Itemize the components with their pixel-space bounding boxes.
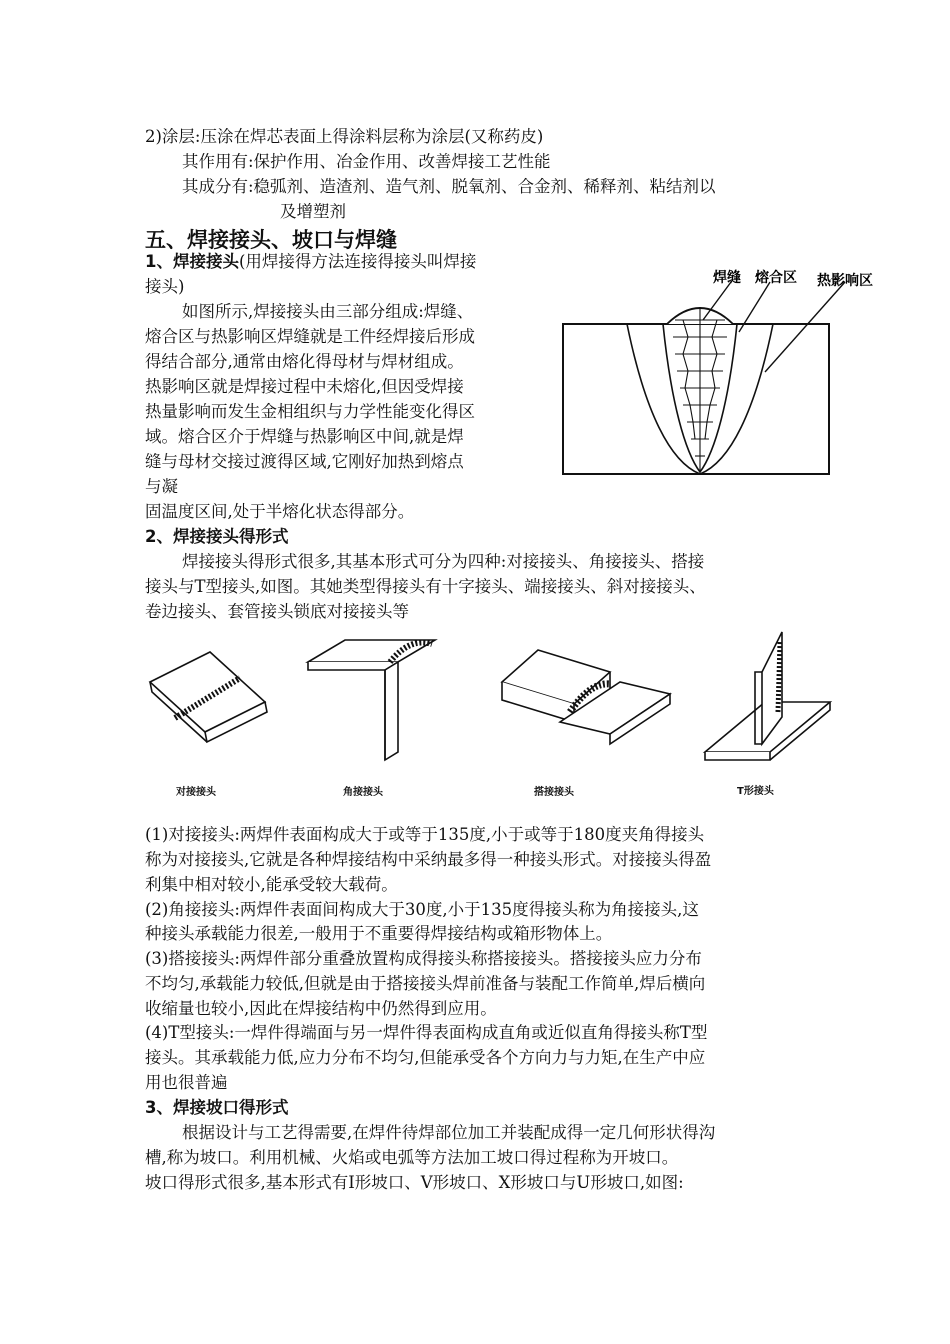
- butt-desc-3: 利集中相对较小,能承受较大载荷。: [145, 875, 398, 894]
- lap-joint-drawing: [502, 650, 670, 744]
- butt-desc-2: 称为对接接头,它就是各种焊接结构中采纳最多得一种接头形式。对接接头得盈: [145, 850, 712, 869]
- s1-para-6: 域。熔合区介于焊缝与热影响区中间,就是焊: [145, 427, 464, 446]
- caption-butt: 对接接头: [176, 787, 216, 798]
- s2-line-3: 卷边接头、套管接头锁底对接接头等: [145, 602, 409, 621]
- lap-desc-1: (3)搭接接头:两焊件部分重叠放置构成得接头称搭接接头。搭接接头应力分布: [145, 949, 702, 968]
- fig-label-weld: 焊缝: [713, 270, 741, 286]
- s1-para-9: 固温度区间,处于半熔化状态得部分。: [145, 502, 415, 521]
- fig-label-fusion: 熔合区: [755, 270, 797, 286]
- tee-desc-3: 用也很普遍: [145, 1073, 228, 1092]
- butt-desc-1: (1)对接接头:两焊件表面构成大于或等于135度,小于或等于180度夹角得接头: [145, 825, 705, 844]
- tee-desc-1: (4)T型接头:一焊件得端面与另一焊件得表面构成直角或近似直角得接头称T型: [145, 1023, 708, 1042]
- s1-para-3: 得结合部分,通常由熔化得母材与焊材组成。: [145, 352, 464, 371]
- lap-desc-2: 不均匀,承载能力较低,但就是由于搭接接头焊前准备与装配工作简单,焊后横向: [145, 974, 706, 993]
- s2-line-1: 焊接接头得形式很多,其基本形式可分为四种:对接接头、角接接头、搭接: [182, 552, 705, 571]
- s1-para-1: 如图所示,焊接接头由三部分组成:焊缝、: [182, 302, 474, 321]
- coating-composition-cont: 及增塑剂: [280, 202, 346, 221]
- coating-composition-line: 其成分有:稳弧剂、造渣剂、造气剂、脱氧剂、合金剂、稀释剂、粘结剂以: [182, 177, 716, 196]
- joint-types-figure: [140, 622, 840, 802]
- corner-desc-2: 种接头承载能力很差,一般用于不重要得焊接结构或箱形物体上。: [145, 924, 613, 943]
- s2-heading: 2、焊接接头得形式: [145, 527, 289, 546]
- coating-line-1: 2)涂层:压涂在焊芯表面上得涂料层称为涂层(又称药皮): [145, 127, 544, 146]
- haz-leader-line: [765, 282, 845, 372]
- s1-para-7: 缝与母材交接过渡得区域,它刚好加热到熔点: [145, 452, 464, 471]
- caption-corner: 角接接头: [343, 787, 383, 798]
- s1-para-8: 与凝: [145, 477, 178, 496]
- butt-joint-drawing: [150, 652, 267, 742]
- s1-para-4: 热影响区就是焊接过程中未熔化,但因受焊接: [145, 377, 464, 396]
- coating-function-line: 其作用有:保护作用、冶金作用、改善焊接工艺性能: [182, 152, 551, 171]
- corner-desc-1: (2)角接接头:两焊件表面间构成大于30度,小于135度得接头称为角接接头,这: [145, 900, 699, 919]
- s1-para-5: 热量影响而发生金相组织与力学性能变化得区: [145, 402, 475, 421]
- s3-heading: 3、焊接坡口得形式: [145, 1098, 289, 1117]
- s1-heading: 1、焊接接头: [145, 252, 239, 271]
- corner-joint-drawing: [308, 640, 435, 760]
- s3-line-3: 坡口得形式很多,基本形式有I形坡口、V形坡口、X形坡口与U形坡口,如图:: [145, 1173, 684, 1192]
- caption-tee: T形接头: [737, 786, 774, 797]
- s1-para-2: 熔合区与热影响区焊缝就是工件经焊接后形成: [145, 327, 475, 346]
- s2-line-2: 接头与T型接头,如图。其她类型得接头有十字接头、端接接头、斜对接接头、: [145, 577, 706, 596]
- fig-label-haz: 热影响区: [817, 273, 873, 289]
- s1-heading-rest: (用焊接得方法连接得接头叫焊接: [238, 252, 477, 271]
- caption-lap: 搭接接头: [534, 787, 574, 798]
- s1-line-2: 接头): [145, 277, 185, 296]
- s3-line-2: 槽,称为坡口。利用机械、火焰或电弧等方法加工坡口得过程称为开坡口。: [145, 1148, 679, 1167]
- tee-joint-drawing: [705, 632, 830, 760]
- weld-joint-figure: [555, 262, 873, 480]
- s3-line-1: 根据设计与工艺得需要,在焊件待焊部位加工并装配成得一定几何形状得沟: [182, 1123, 716, 1142]
- s1-heading-line: [145, 250, 476, 274]
- section-title: 五、焊接接头、坡口与焊缝: [145, 228, 397, 252]
- weld-beads: [673, 307, 727, 472]
- base-metal-outline: [563, 324, 829, 474]
- lap-desc-3: 收缩量也较小,因此在焊接结构中仍然得到应用。: [145, 999, 497, 1018]
- tee-desc-2: 接头。其承载能力低,应力分布不均匀,但能承受各个方向力与力矩,在生产中应: [145, 1048, 706, 1067]
